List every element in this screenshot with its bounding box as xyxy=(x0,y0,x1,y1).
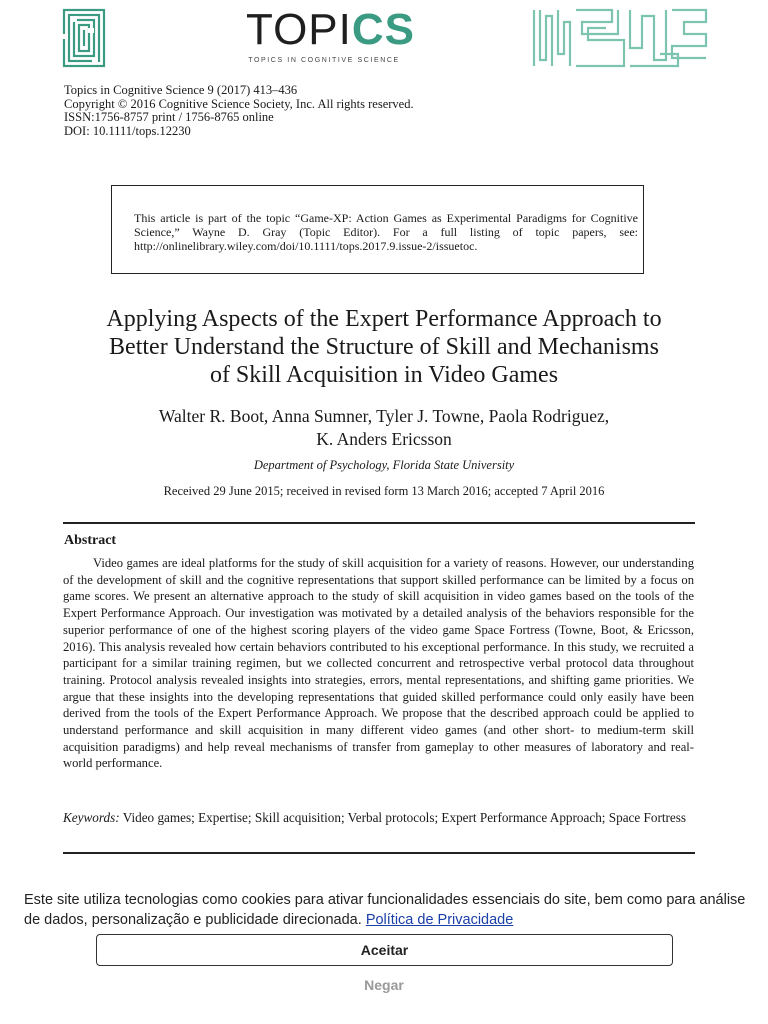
authors-line: Walter R. Boot, Anna Sumner, Tyler J. Towne, Paola Rodriguez, xyxy=(158,406,610,426)
title-line: Better Understand the Structure of Skill and Mechanisms xyxy=(109,334,659,360)
privacy-policy-link[interactable]: Política de Privacidade xyxy=(365,912,514,928)
section-divider xyxy=(63,522,695,524)
brand-tagline: TOPICS IN COGNITIVE SCIENCE xyxy=(248,57,400,64)
journal-brand-logo xyxy=(246,5,416,68)
brand-prefix: TOPI xyxy=(246,5,352,54)
abstract-body xyxy=(63,555,694,772)
maze-pattern-icon xyxy=(532,8,708,68)
topic-note-box xyxy=(111,185,644,274)
paper-title xyxy=(40,305,728,389)
cookie-text: Este site utiliza tecnologias como cookies para ativar funcionalidades essenciais do site, bem como para análise de dados, personalização e publicidade direcionada. xyxy=(24,892,746,928)
authors-line: K. Anders Ericsson xyxy=(316,429,452,449)
affiliation: Department of Psychology, Florida State University xyxy=(253,458,515,472)
title-line: of Skill Acquisition in Video Games xyxy=(209,362,559,388)
brand-wordmark xyxy=(246,5,416,54)
accept-cookies-button[interactable]: Aceitar xyxy=(96,934,673,966)
abstract-heading: Abstract xyxy=(64,533,117,548)
journal-meta xyxy=(64,84,414,138)
received-dates: Received 29 June 2015; received in revised form 13 March 2016; accepted 7 April 2016 xyxy=(163,484,605,498)
copyright-line: Copyright © 2016 Cognitive Science Society, Inc. All rights reserved. xyxy=(64,96,414,111)
title-line: Applying Aspects of the Expert Performance Approach to xyxy=(106,306,662,332)
cookie-consent-banner xyxy=(0,882,768,1024)
doi-line: DOI: 10.1111/tops.12230 xyxy=(64,123,191,138)
issn-line: ISSN:1756-8757 print / 1756-8765 online xyxy=(64,110,274,124)
brand-suffix: CS xyxy=(351,5,416,54)
abstract-text: Video games are ideal platforms for the study of skill acquisition for a variety of reasons. However, our understanding of the development of skill and the cognitive representations that support skilled performance can be limited by a focus on game scores. We present an alternative approach to the study of skill acquisition in video games based on the tools of the Expert Performance Approach. Our investigation was motivated by a detailed analysis of the behaviors responsible for the superior performance of one of the highest scoring players of the video game Space Fortress (Towne, Boot, & Ericsson, 2016). This analysis revealed how certain behaviors contributed to his exceptional performance. In this study, we recruited a participant for a similar training regimen, but we collected concurrent and retrospective verbal protocol data throughout training. Protocol analysis revealed insights into strategies, errors, mental representations, and shifting game priorities. We argue that these insights into the developing representations that guided skilled performance could only easily have been derived from the tools of the Expert Performance Approach. We propose that the described approach could be applied to understand performance and skill acquisition in many different video games (and other short- to medium-term skill acquisition paradigms) and help reveal mechanisms of transfer from gameplay to other measures of laboratory and real-world performance. xyxy=(63,556,694,771)
deny-cookies-button[interactable]: Negar xyxy=(334,974,434,996)
section-divider xyxy=(63,852,695,854)
topic-note-text: This article is part of the topic “Game-XP: Action Games as Experimental Paradigms for Cognitive Science,” Wayne D. Gray (Topic Editor). For a full listing of topic papers, see: http://onlinelibrary.wiley.com/doi/10.1111/tops.2017.9.issue-2/issuetoc. xyxy=(134,211,638,253)
cookie-message xyxy=(24,890,748,930)
journal-citation: Topics in Cognitive Science 9 (2017) 413–436 xyxy=(64,83,298,97)
keywords-text: Video games; Expertise; Skill acquisition; Verbal protocols; Expert Performance Approach; Space Fortress xyxy=(119,810,687,825)
keywords-label: Keywords: xyxy=(63,810,120,825)
maze-logo-icon xyxy=(62,8,106,68)
author-list xyxy=(40,405,728,451)
keywords xyxy=(63,809,694,827)
